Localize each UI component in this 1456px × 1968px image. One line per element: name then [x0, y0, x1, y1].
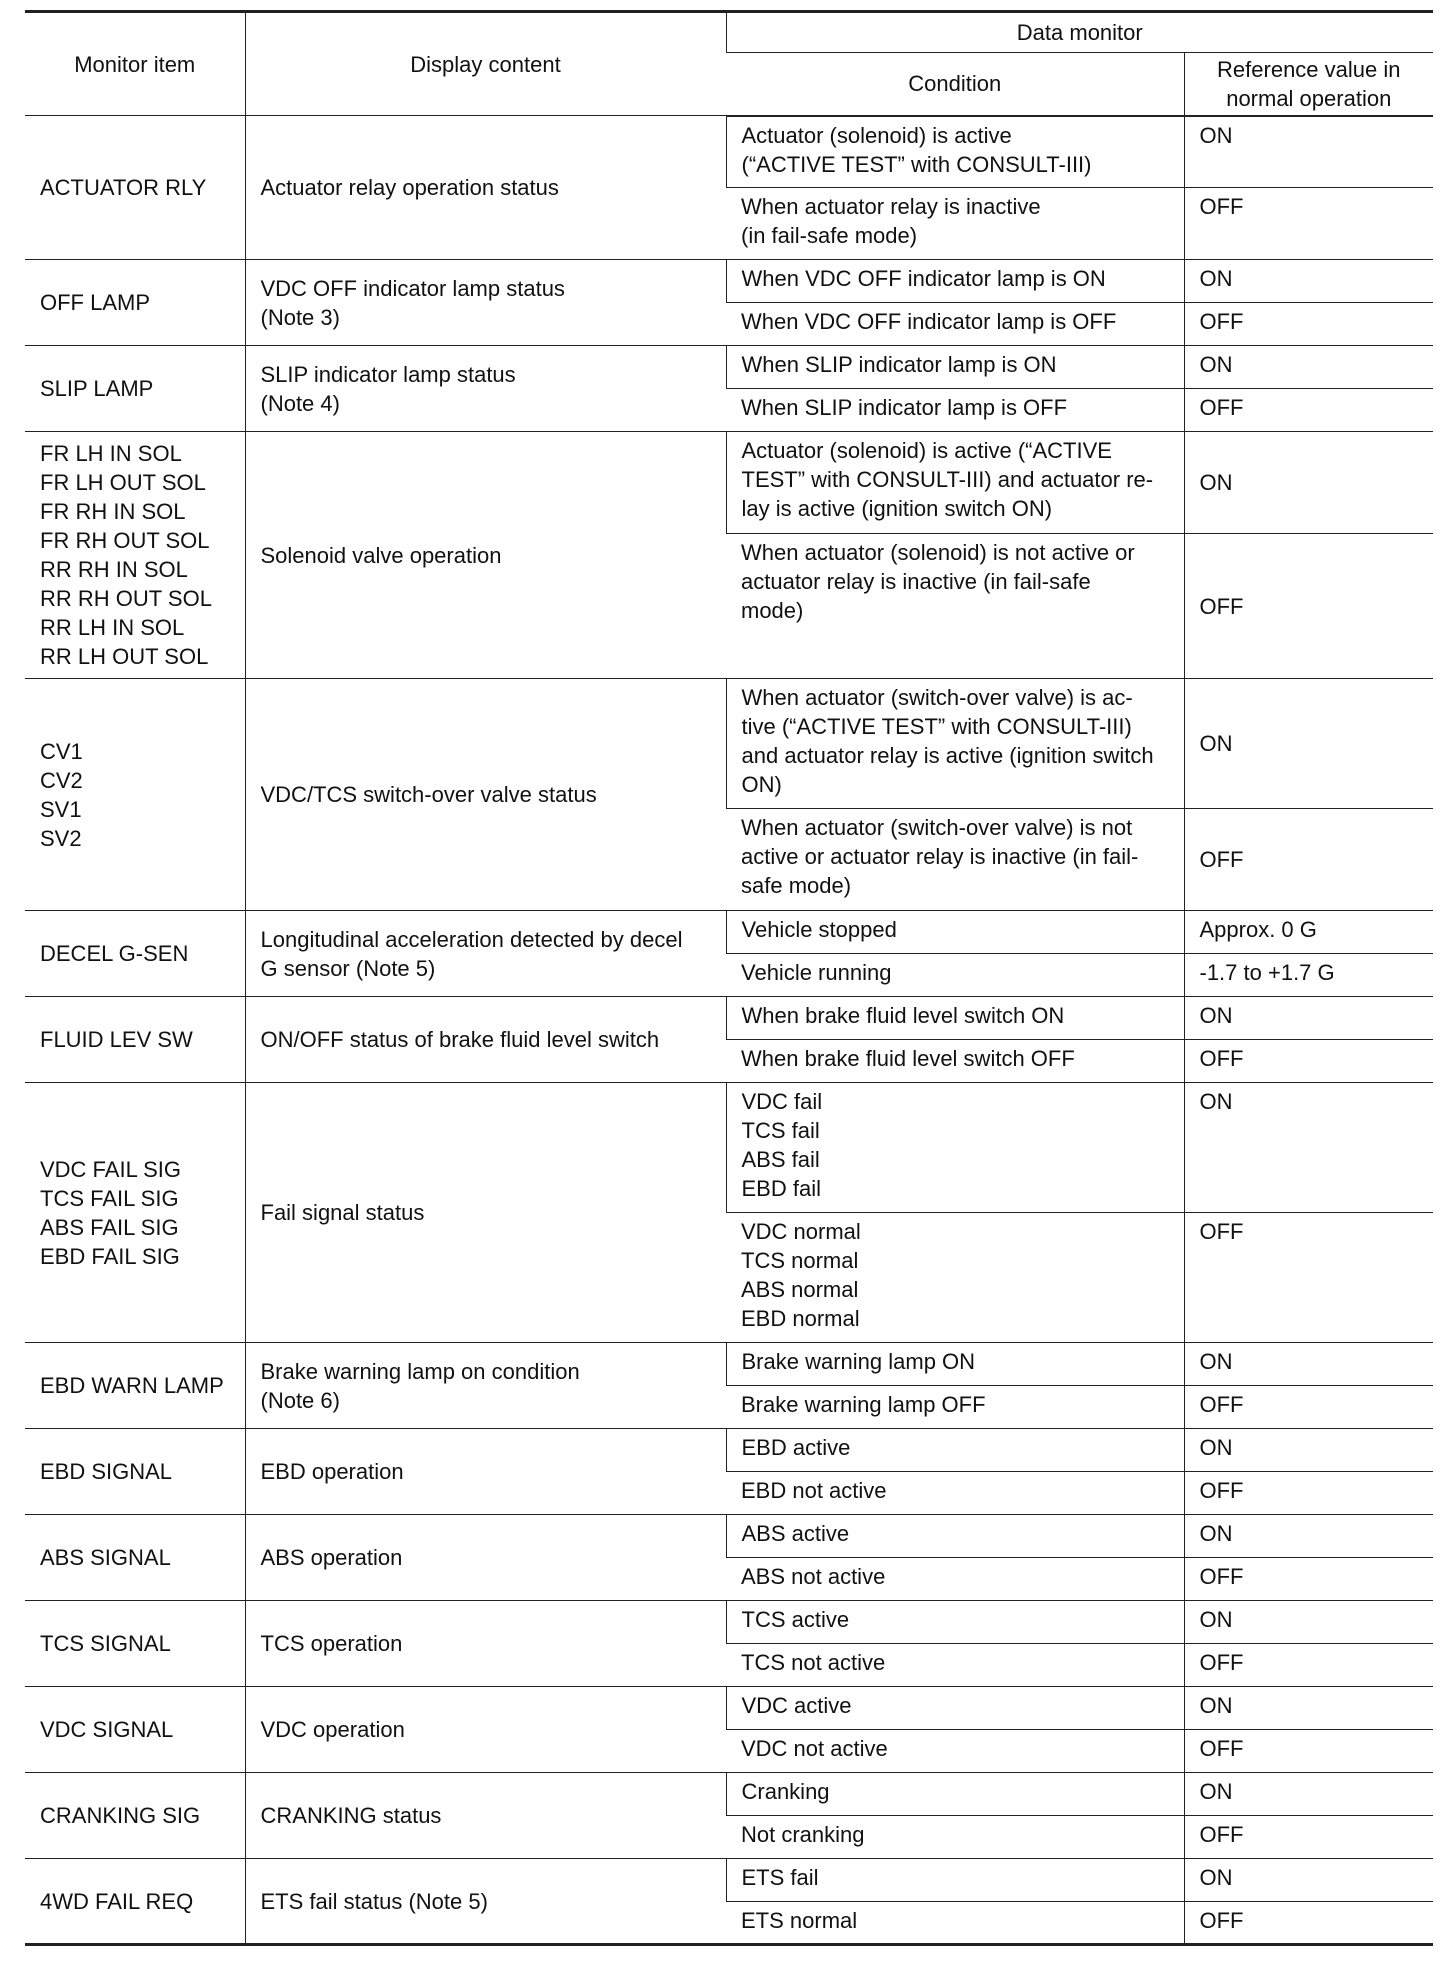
- header-condition: Condition: [726, 53, 1184, 116]
- condition-cell: When SLIP indicator lamp is ON: [726, 346, 1184, 389]
- reference-value-cell: OFF: [1184, 188, 1433, 260]
- condition-cell: When SLIP indicator lamp is OFF: [726, 389, 1184, 432]
- display-content-cell: Longitudinal acceleration detected by decel G sensor (Note 5): [245, 911, 726, 997]
- display-content-cell: TCS operation: [245, 1601, 726, 1687]
- reference-value-cell: OFF: [1184, 1213, 1433, 1343]
- table-row: [25, 1859, 1433, 1902]
- display-content-cell: ABS operation: [245, 1515, 726, 1601]
- condition-cell: ETS fail: [726, 1859, 1184, 1902]
- condition-cell: Cranking: [726, 1773, 1184, 1816]
- monitor-item-cell: SLIP LAMP: [25, 346, 245, 432]
- condition-cell: When VDC OFF indicator lamp is OFF: [726, 303, 1184, 346]
- table-row: [25, 1687, 1433, 1730]
- reference-value-cell: ON: [1184, 1687, 1433, 1730]
- condition-cell: Vehicle stopped: [726, 911, 1184, 954]
- reference-value-cell: OFF: [1184, 809, 1433, 911]
- reference-value-cell: ON: [1184, 679, 1433, 809]
- table-row: [25, 1083, 1433, 1213]
- table-row: [25, 679, 1433, 809]
- reference-value-cell: Approx. 0 G: [1184, 911, 1433, 954]
- condition-cell: TCS not active: [726, 1644, 1184, 1687]
- reference-value-cell: ON: [1184, 997, 1433, 1040]
- display-content-cell: EBD operation: [245, 1429, 726, 1515]
- reference-value-cell: OFF: [1184, 389, 1433, 432]
- monitor-item-cell: ACTUATOR RLY: [25, 116, 245, 260]
- condition-cell: Not cranking: [726, 1816, 1184, 1859]
- monitor-item-cell: EBD SIGNAL: [25, 1429, 245, 1515]
- display-content-cell: Brake warning lamp on condition (Note 6): [245, 1343, 726, 1429]
- table-row: [25, 432, 1433, 534]
- reference-value-cell: OFF: [1184, 1558, 1433, 1601]
- display-content-cell: VDC OFF indicator lamp status (Note 3): [245, 260, 726, 346]
- reference-value-cell: ON: [1184, 260, 1433, 303]
- condition-cell: VDC fail TCS fail ABS fail EBD fail: [726, 1083, 1184, 1213]
- reference-value-cell: ON: [1184, 1429, 1433, 1472]
- condition-cell: TCS active: [726, 1601, 1184, 1644]
- table-row: [25, 1343, 1433, 1386]
- reference-value-cell: OFF: [1184, 1386, 1433, 1429]
- monitor-item-cell: FLUID LEV SW: [25, 997, 245, 1083]
- reference-value-cell: OFF: [1184, 1040, 1433, 1083]
- condition-cell: Actuator (solenoid) is active (“ACTIVE TEST” with CONSULT-III) and actuator re- lay is active (ignition switch ON): [726, 432, 1184, 534]
- header-data-monitor: Data monitor: [726, 12, 1433, 53]
- table-header: [25, 12, 1433, 116]
- condition-cell: When actuator (solenoid) is not active or actuator relay is inactive (in fail-safe mode): [726, 534, 1184, 679]
- condition-cell: EBD active: [726, 1429, 1184, 1472]
- monitor-item-cell: 4WD FAIL REQ: [25, 1859, 245, 1945]
- monitor-item-cell: EBD WARN LAMP: [25, 1343, 245, 1429]
- monitor-item-cell: TCS SIGNAL: [25, 1601, 245, 1687]
- table-row: [25, 1773, 1433, 1816]
- table-row: [25, 997, 1433, 1040]
- reference-value-cell: ON: [1184, 346, 1433, 389]
- display-content-cell: VDC operation: [245, 1687, 726, 1773]
- reference-value-cell: ON: [1184, 1859, 1433, 1902]
- reference-value-cell: OFF: [1184, 1902, 1433, 1945]
- monitor-item-cell: VDC SIGNAL: [25, 1687, 245, 1773]
- condition-cell: When brake fluid level switch ON: [726, 997, 1184, 1040]
- header-display-content: Display content: [245, 12, 726, 116]
- reference-value-cell: OFF: [1184, 303, 1433, 346]
- table-row: [25, 1601, 1433, 1644]
- condition-cell: When actuator (switch-over valve) is not active or actuator relay is inactive (in fail- safe mode): [726, 809, 1184, 911]
- display-content-cell: Actuator relay operation status: [245, 116, 726, 260]
- condition-cell: VDC not active: [726, 1730, 1184, 1773]
- table-row: [25, 911, 1433, 954]
- reference-value-cell: ON: [1184, 432, 1433, 534]
- condition-cell: Vehicle running: [726, 954, 1184, 997]
- condition-cell: When actuator relay is inactive (in fail-safe mode): [726, 188, 1184, 260]
- data-monitor-table: [25, 10, 1433, 1946]
- table-body: [25, 116, 1433, 1945]
- monitor-item-cell: DECEL G-SEN: [25, 911, 245, 997]
- condition-cell: VDC normal TCS normal ABS normal EBD normal: [726, 1213, 1184, 1343]
- condition-cell: EBD not active: [726, 1472, 1184, 1515]
- display-content-cell: SLIP indicator lamp status (Note 4): [245, 346, 726, 432]
- monitor-item-cell: ABS SIGNAL: [25, 1515, 245, 1601]
- reference-value-cell: OFF: [1184, 534, 1433, 679]
- monitor-item-cell: CV1 CV2 SV1 SV2: [25, 679, 245, 911]
- condition-cell: ETS normal: [726, 1902, 1184, 1945]
- table-row: [25, 1515, 1433, 1558]
- reference-value-cell: OFF: [1184, 1472, 1433, 1515]
- reference-value-cell: ON: [1184, 116, 1433, 188]
- display-content-cell: Solenoid valve operation: [245, 432, 726, 679]
- display-content-cell: VDC/TCS switch-over valve status: [245, 679, 726, 911]
- condition-cell: When brake fluid level switch OFF: [726, 1040, 1184, 1083]
- monitor-item-cell: OFF LAMP: [25, 260, 245, 346]
- condition-cell: ABS not active: [726, 1558, 1184, 1601]
- reference-value-cell: ON: [1184, 1343, 1433, 1386]
- reference-value-cell: OFF: [1184, 1730, 1433, 1773]
- monitor-item-cell: VDC FAIL SIG TCS FAIL SIG ABS FAIL SIG EBD FAIL SIG: [25, 1083, 245, 1343]
- reference-value-cell: ON: [1184, 1601, 1433, 1644]
- display-content-cell: CRANKING status: [245, 1773, 726, 1859]
- reference-value-cell: OFF: [1184, 1816, 1433, 1859]
- display-content-cell: ON/OFF status of brake fluid level switch: [245, 997, 726, 1083]
- header-reference-value: Reference value in normal operation: [1184, 53, 1433, 116]
- condition-cell: Brake warning lamp ON: [726, 1343, 1184, 1386]
- reference-value-cell: ON: [1184, 1083, 1433, 1213]
- display-content-cell: Fail signal status: [245, 1083, 726, 1343]
- table-row: [25, 116, 1433, 188]
- table-row: [25, 1429, 1433, 1472]
- condition-cell: Brake warning lamp OFF: [726, 1386, 1184, 1429]
- table-row: [25, 346, 1433, 389]
- monitor-item-cell: CRANKING SIG: [25, 1773, 245, 1859]
- reference-value-cell: ON: [1184, 1515, 1433, 1558]
- reference-value-cell: ON: [1184, 1773, 1433, 1816]
- header-monitor-item: Monitor item: [74, 51, 196, 77]
- table-row: [25, 260, 1433, 303]
- reference-value-cell: -1.7 to +1.7 G: [1184, 954, 1433, 997]
- condition-cell: When VDC OFF indicator lamp is ON: [726, 260, 1184, 303]
- monitor-item-cell: FR LH IN SOL FR LH OUT SOL FR RH IN SOL FR RH OUT SOL RR RH IN SOL RR RH OUT SOL RR LH IN SOL RR LH OUT SOL: [25, 432, 245, 679]
- reference-value-cell: OFF: [1184, 1644, 1433, 1687]
- condition-cell: VDC active: [726, 1687, 1184, 1730]
- condition-cell: ABS active: [726, 1515, 1184, 1558]
- condition-cell: Actuator (solenoid) is active (“ACTIVE TEST” with CONSULT-III): [726, 116, 1184, 188]
- condition-cell: When actuator (switch-over valve) is ac- tive (“ACTIVE TEST” with CONSULT-III) and actuator relay is active (ignition switch ON): [726, 679, 1184, 809]
- display-content-cell: ETS fail status (Note 5): [245, 1859, 726, 1945]
